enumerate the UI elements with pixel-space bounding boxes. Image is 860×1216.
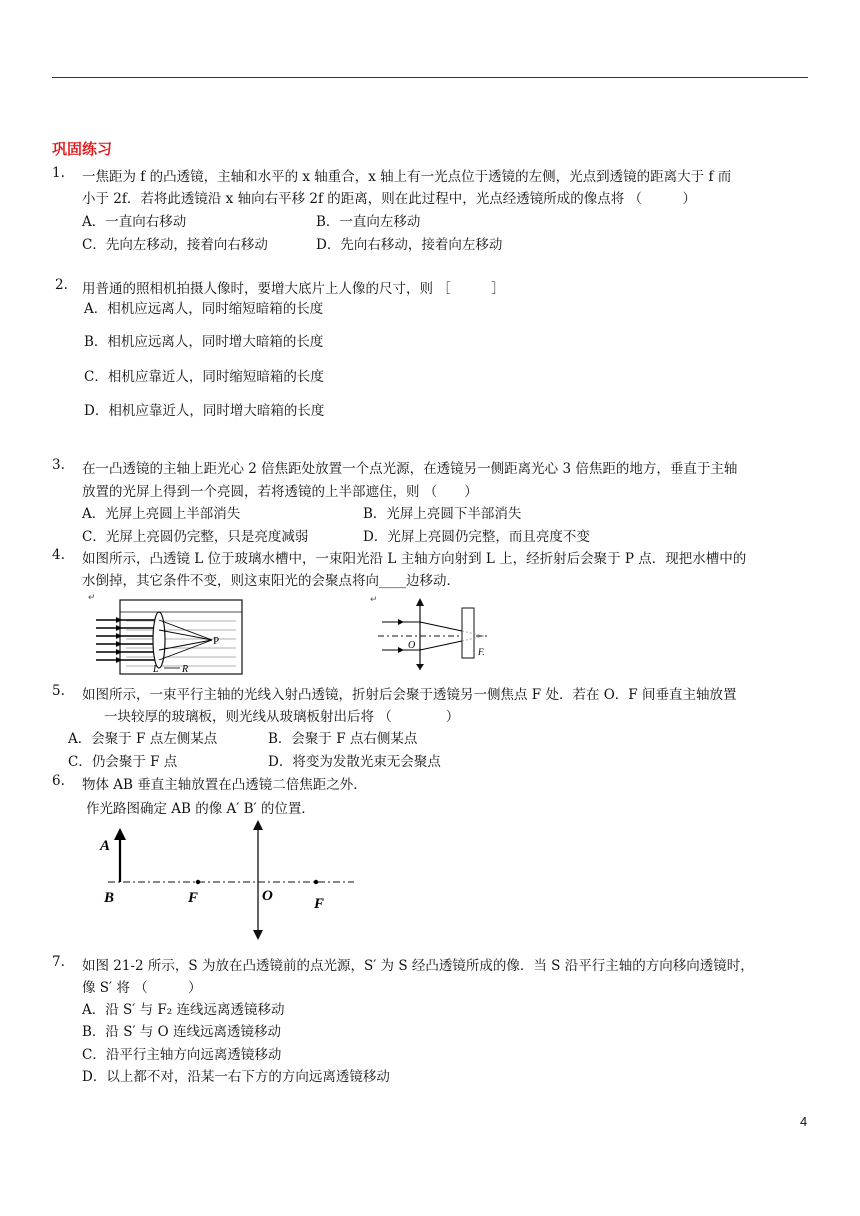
question-number: 4. <box>52 547 65 563</box>
figure-label-f2: F <box>314 896 325 912</box>
option-c: C．沿平行主轴方向远离透镜移动 <box>82 1047 282 1063</box>
question-text-line: 一块较厚的玻璃板，则光线从玻璃板射出后将 （ ） <box>104 709 460 725</box>
question-text-line: 像 S′ 将 （ ） <box>82 980 202 996</box>
figure-label-f1: F <box>188 890 199 906</box>
figure-label-b: B <box>104 890 115 906</box>
question-number: 1. <box>52 165 65 181</box>
question-number: 5. <box>52 683 65 699</box>
question-text-line: 如图所示，凸透镜 L 位于玻璃水槽中，一束阳光沿 L 主轴方向射到 L 上，经折射后会聚于 P 点．现把水槽中的 <box>82 551 747 567</box>
question-number: 2. <box>55 277 68 293</box>
figure-label-r: R <box>182 664 189 675</box>
option-a: A．会聚于 F 点左侧某点 <box>68 731 218 747</box>
header-rule <box>52 77 808 78</box>
option-c: C．先向左移动，接着向右移动 <box>82 237 268 253</box>
question-text-line: 用普通的照相机拍摄人像时，要增大底片上人像的尺寸，则 ［ ］ <box>82 281 505 297</box>
option-a: A．相机应远离人，同时缩短暗箱的长度 <box>84 301 324 317</box>
question-number: 7. <box>52 954 65 970</box>
question-text-line: 物体 AB 垂直主轴放置在凸透镜二倍焦距之外． <box>82 777 367 793</box>
figure-label-f: F. <box>478 647 485 657</box>
svg-text:↵: ↵ <box>370 594 378 604</box>
option-a: A．沿 S′ 与 F₂ 连线远离透镜移动 <box>82 1002 285 1018</box>
question-number: 6. <box>52 773 65 789</box>
option-d: D．相机应靠近人，同时增大暗箱的长度 <box>84 403 325 419</box>
option-b: B．沿 S′ 与 O 连线远离透镜移动 <box>82 1024 281 1040</box>
question-text-line: 小于 2f．若将此透镜沿 x 轴向右平移 2f 的距离，则在此过程中，光点经透镜所成的像点将 （ ） <box>82 191 697 207</box>
question-text-line: 作光路图确定 AB 的像 A′ B′ 的位置． <box>86 801 315 817</box>
figure-label-l: L <box>153 664 159 675</box>
option-a: A．一直向右移动 <box>82 214 187 230</box>
option-b: B．相机应远离人，同时增大暗箱的长度 <box>84 334 324 350</box>
question-text-line: 放置的光屏上得到一个亮圆，若将透镜的上半部遮住，则 （ ） <box>82 484 478 500</box>
figure-label-p: P <box>213 635 220 647</box>
question-text-line: 一焦距为 f 的凸透镜，主轴和水平的 x 轴重合，x 轴上有一光点位于透镜的左侧，光点到透镜的距离大于 f 而 <box>82 169 732 185</box>
option-c: C．仍会聚于 F 点 <box>68 754 178 770</box>
lens-glass-plate-figure <box>368 592 498 670</box>
section-title: 巩固练习 <box>52 140 113 158</box>
question-number: 3. <box>52 457 65 473</box>
figure-label-a: A <box>100 838 111 854</box>
water-tank-figure <box>86 590 266 680</box>
option-d: D．将变为发散光束无会聚点 <box>268 754 441 770</box>
figure-label-o: O <box>408 640 416 651</box>
svg-text:↵: ↵ <box>88 592 96 602</box>
page-number: 4 <box>800 1114 808 1129</box>
option-c: C．光屏上亮圆仍完整，只是亮度减弱 <box>82 529 309 545</box>
figure-label-o: O <box>262 888 273 904</box>
question-text-line: 水倒掉，其它条件不变，则这束阳光的会聚点将向____边移动． <box>82 573 460 589</box>
option-b: B．光屏上亮圆下半部消失 <box>363 506 522 522</box>
option-a: A．光屏上亮圆上半部消失 <box>82 506 241 522</box>
question-text-line: 如图所示，一束平行主轴的光线入射凸透镜，折射后会聚于透镜另一侧焦点 F 处．若在 O．F 间垂直主轴放置 <box>82 687 737 703</box>
option-b: B．一直向左移动 <box>316 214 421 230</box>
option-d: D．先向右移动，接着向左移动 <box>316 237 503 253</box>
option-b: B．会聚于 F 点右侧某点 <box>268 731 418 747</box>
option-c: C．相机应靠近人，同时缩短暗箱的长度 <box>84 369 324 385</box>
object-lens-figure <box>96 818 360 942</box>
question-text-line: 在一凸透镜的主轴上距光心 2 倍焦距处放置一个点光源，在透镜另一侧距离光心 3 倍焦距的地方，垂直于主轴 <box>82 461 738 477</box>
question-text-line: 如图 21-2 所示，S 为放在凸透镜前的点光源，S′ 为 S 经凸透镜所成的像．当 S 沿平行主轴的方向移向透镜时， <box>82 958 754 974</box>
option-d: D．光屏上亮圆仍完整，而且亮度不变 <box>363 529 590 545</box>
option-d: D．以上都不对，沿某一右下方的方向远离透镜移动 <box>82 1069 390 1085</box>
